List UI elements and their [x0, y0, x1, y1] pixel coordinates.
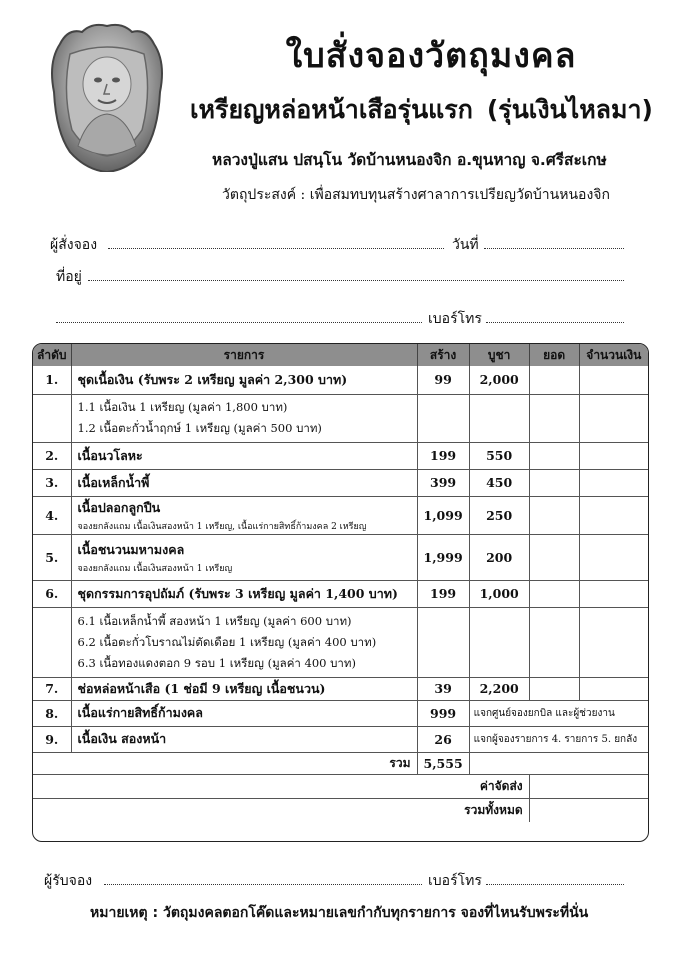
- item-price: 2,000: [469, 366, 529, 394]
- item-made: 99: [417, 366, 469, 394]
- item-price: 1,000: [469, 580, 529, 607]
- subitem: 6.3 เนื้อทองแดงตอก 9 รอบ 1 เหรียญ (มูลค่า 400 บาท): [77, 655, 356, 670]
- item-amount-cell[interactable]: [579, 534, 648, 580]
- orderer-label: ผู้สั่งจอง: [50, 237, 98, 253]
- item-qty-cell[interactable]: [529, 534, 579, 580]
- total-value: 5,555: [417, 752, 469, 774]
- item-no: 8.: [33, 700, 71, 726]
- subitem: 6.1 เนื้อเหล็กน้ำพี้ สองหน้า 1 เหรียญ (มูลค่า 600 บาท): [77, 613, 352, 628]
- item-made: 999: [417, 700, 469, 726]
- item-price: 250: [469, 496, 529, 534]
- table-row: [33, 580, 648, 607]
- item-amount-cell[interactable]: [579, 677, 648, 700]
- address-label: ที่อยู่: [56, 269, 82, 285]
- grand-total-row: [33, 798, 648, 822]
- subitem: 6.2 เนื้อตะกั่วโบราณไม่ตัดเดือย 1 เหรียญ (มูลค่า 400 บาท): [77, 634, 377, 649]
- item-no: 5.: [33, 534, 71, 580]
- table-subrow: [33, 607, 648, 677]
- subitem: 1.1 เนื้อเงิน 1 เหรียญ (มูลค่า 1,800 บาท): [77, 400, 288, 414]
- col-header-price: บูชา: [469, 344, 529, 366]
- item-note: แจกศูนย์จองยกบิล และผู้ช่วยงาน: [469, 700, 648, 726]
- item-qty-cell[interactable]: [529, 496, 579, 534]
- item-note: แจกผู้จองรายการ 4. รายการ 5. ยกลัง: [469, 726, 648, 752]
- item-name: เนื้อเงิน สองหน้า: [71, 726, 417, 752]
- item-amount-cell[interactable]: [579, 366, 648, 394]
- item-made: 39: [417, 677, 469, 700]
- item-no: 6.: [33, 580, 71, 607]
- table-row: [33, 442, 648, 469]
- item-no: 9.: [33, 726, 71, 752]
- item-price: 550: [469, 442, 529, 469]
- col-header-made: สร้าง: [417, 344, 469, 366]
- table-header-row: [33, 344, 648, 366]
- item-qty-cell[interactable]: [529, 580, 579, 607]
- item-price: 450: [469, 469, 529, 496]
- item-name: [71, 534, 417, 580]
- item-bonus: จองยกลังแถม เนื้อเงินสองหน้า 1 เหรียญ, เนื้อแร่กายสิทธิ์ก้ามงคล 2 เหรียญ: [77, 521, 367, 532]
- item-price: 200: [469, 534, 529, 580]
- item-made: 1,999: [417, 534, 469, 580]
- address-field[interactable]: [88, 280, 624, 281]
- item-made: 1,099: [417, 496, 469, 534]
- item-qty-cell[interactable]: [529, 677, 579, 700]
- total-label: รวม: [33, 752, 417, 774]
- item-subitems: [71, 394, 417, 442]
- phone-label: เบอร์โทร: [428, 311, 482, 327]
- total-row: [33, 752, 648, 774]
- subtitle-text: เหรียญหล่อหน้าเสือรุ่นแรก: [190, 95, 473, 124]
- footer-note: หมายเหตุ : วัตถุมงคลตอกโค๊ดและหมายเลขกำกับทุกรายการ จองที่ไหนรับพระที่นั่น: [90, 905, 589, 921]
- orderer-field[interactable]: [108, 248, 444, 249]
- col-header-amount: จำนวนเงิน: [579, 344, 648, 366]
- date-field[interactable]: [484, 248, 624, 249]
- shipping-label: ค่าจัดส่ง: [33, 774, 529, 798]
- item-no: 2.: [33, 442, 71, 469]
- date-label: วันที่: [452, 237, 479, 253]
- table-row: [33, 366, 648, 394]
- receiver-phone-field[interactable]: [486, 884, 624, 885]
- receiver-phone-label: เบอร์โทร: [428, 873, 482, 889]
- item-name: ชุดกรรมการอุปถัมภ์ (รับพระ 3 เหรียญ มูลค่า 1,400 บาท): [71, 580, 417, 607]
- order-table: [32, 343, 649, 842]
- item-price: 2,200: [469, 677, 529, 700]
- item-name: เนื้อแร่กายสิทธิ์ก้ามงคล: [71, 700, 417, 726]
- table-row: [33, 496, 648, 534]
- item-qty-cell[interactable]: [529, 469, 579, 496]
- item-no: 3.: [33, 469, 71, 496]
- grand-total-amount-cell[interactable]: [529, 798, 648, 822]
- table-row: [33, 700, 648, 726]
- item-no: 1.: [33, 366, 71, 394]
- item-amount-cell[interactable]: [579, 580, 648, 607]
- monk-line: หลวงปู่แสน ปสนฺโน วัดบ้านหนองจิก อ.ขุนหาญ จ.ศรีสะเกษ: [212, 151, 607, 169]
- receiver-field[interactable]: [104, 884, 422, 885]
- receiver-label: ผู้รับจอง: [44, 873, 93, 889]
- table-row: [33, 534, 648, 580]
- item-name: เนื้อนวโลหะ: [71, 442, 417, 469]
- item-amount-cell[interactable]: [579, 469, 648, 496]
- medal-image: [48, 22, 166, 172]
- item-made: 399: [417, 469, 469, 496]
- item-amount-cell[interactable]: [579, 496, 648, 534]
- page-subtitle: [190, 90, 670, 130]
- col-header-item: รายการ: [71, 344, 417, 366]
- subtitle-paren: (รุ่นเงินไหลมา): [486, 95, 653, 124]
- item-name: [71, 496, 417, 534]
- item-name: ชุดเนื้อเงิน (รับพระ 2 เหรียญ มูลค่า 2,300 บาท): [71, 366, 417, 394]
- page-title: ใบสั่งจองวัตถุมงคล: [285, 36, 577, 76]
- item-qty-cell[interactable]: [529, 442, 579, 469]
- table-row: [33, 469, 648, 496]
- subitem: 1.2 เนื้อตะกั่วน้ำฤกษ์ 1 เหรียญ (มูลค่า 500 บาท): [77, 421, 322, 435]
- purpose-line: วัตถุประสงค์ : เพื่อสมทบทุนสร้างศาลาการเปรียญวัดบ้านหนองจิก: [222, 187, 610, 203]
- shipping-amount-cell[interactable]: [529, 774, 648, 798]
- item-bonus: จองยกลังแถม เนื้อเงินสองหน้า 1 เหรียญ: [77, 563, 233, 574]
- item-made: 199: [417, 442, 469, 469]
- item-name: เนื้อเหล็กน้ำพี้: [71, 469, 417, 496]
- item-name-text: เนื้อปลอกลูกปืน: [77, 499, 161, 515]
- phone-field[interactable]: [486, 322, 624, 323]
- item-made: 26: [417, 726, 469, 752]
- table-row: [33, 726, 648, 752]
- item-made: 199: [417, 580, 469, 607]
- item-qty-cell[interactable]: [529, 366, 579, 394]
- address-field-2[interactable]: [56, 322, 422, 323]
- item-subitems: [71, 607, 417, 677]
- item-name-text: เนื้อชนวนมหามงคล: [77, 541, 185, 557]
- col-header-qty: ยอด: [529, 344, 579, 366]
- item-no: 7.: [33, 677, 71, 700]
- item-no: 4.: [33, 496, 71, 534]
- grand-total-label: รวมทั้งหมด: [33, 798, 529, 822]
- col-header-no: ลำดับ: [33, 344, 71, 366]
- shipping-row: [33, 774, 648, 798]
- table-subrow: [33, 394, 648, 442]
- item-amount-cell[interactable]: [579, 442, 648, 469]
- item-name: ช่อหล่อหน้าเสือ (1 ช่อมี 9 เหรียญ เนื้อชนวน): [71, 677, 417, 700]
- table-row: [33, 677, 648, 700]
